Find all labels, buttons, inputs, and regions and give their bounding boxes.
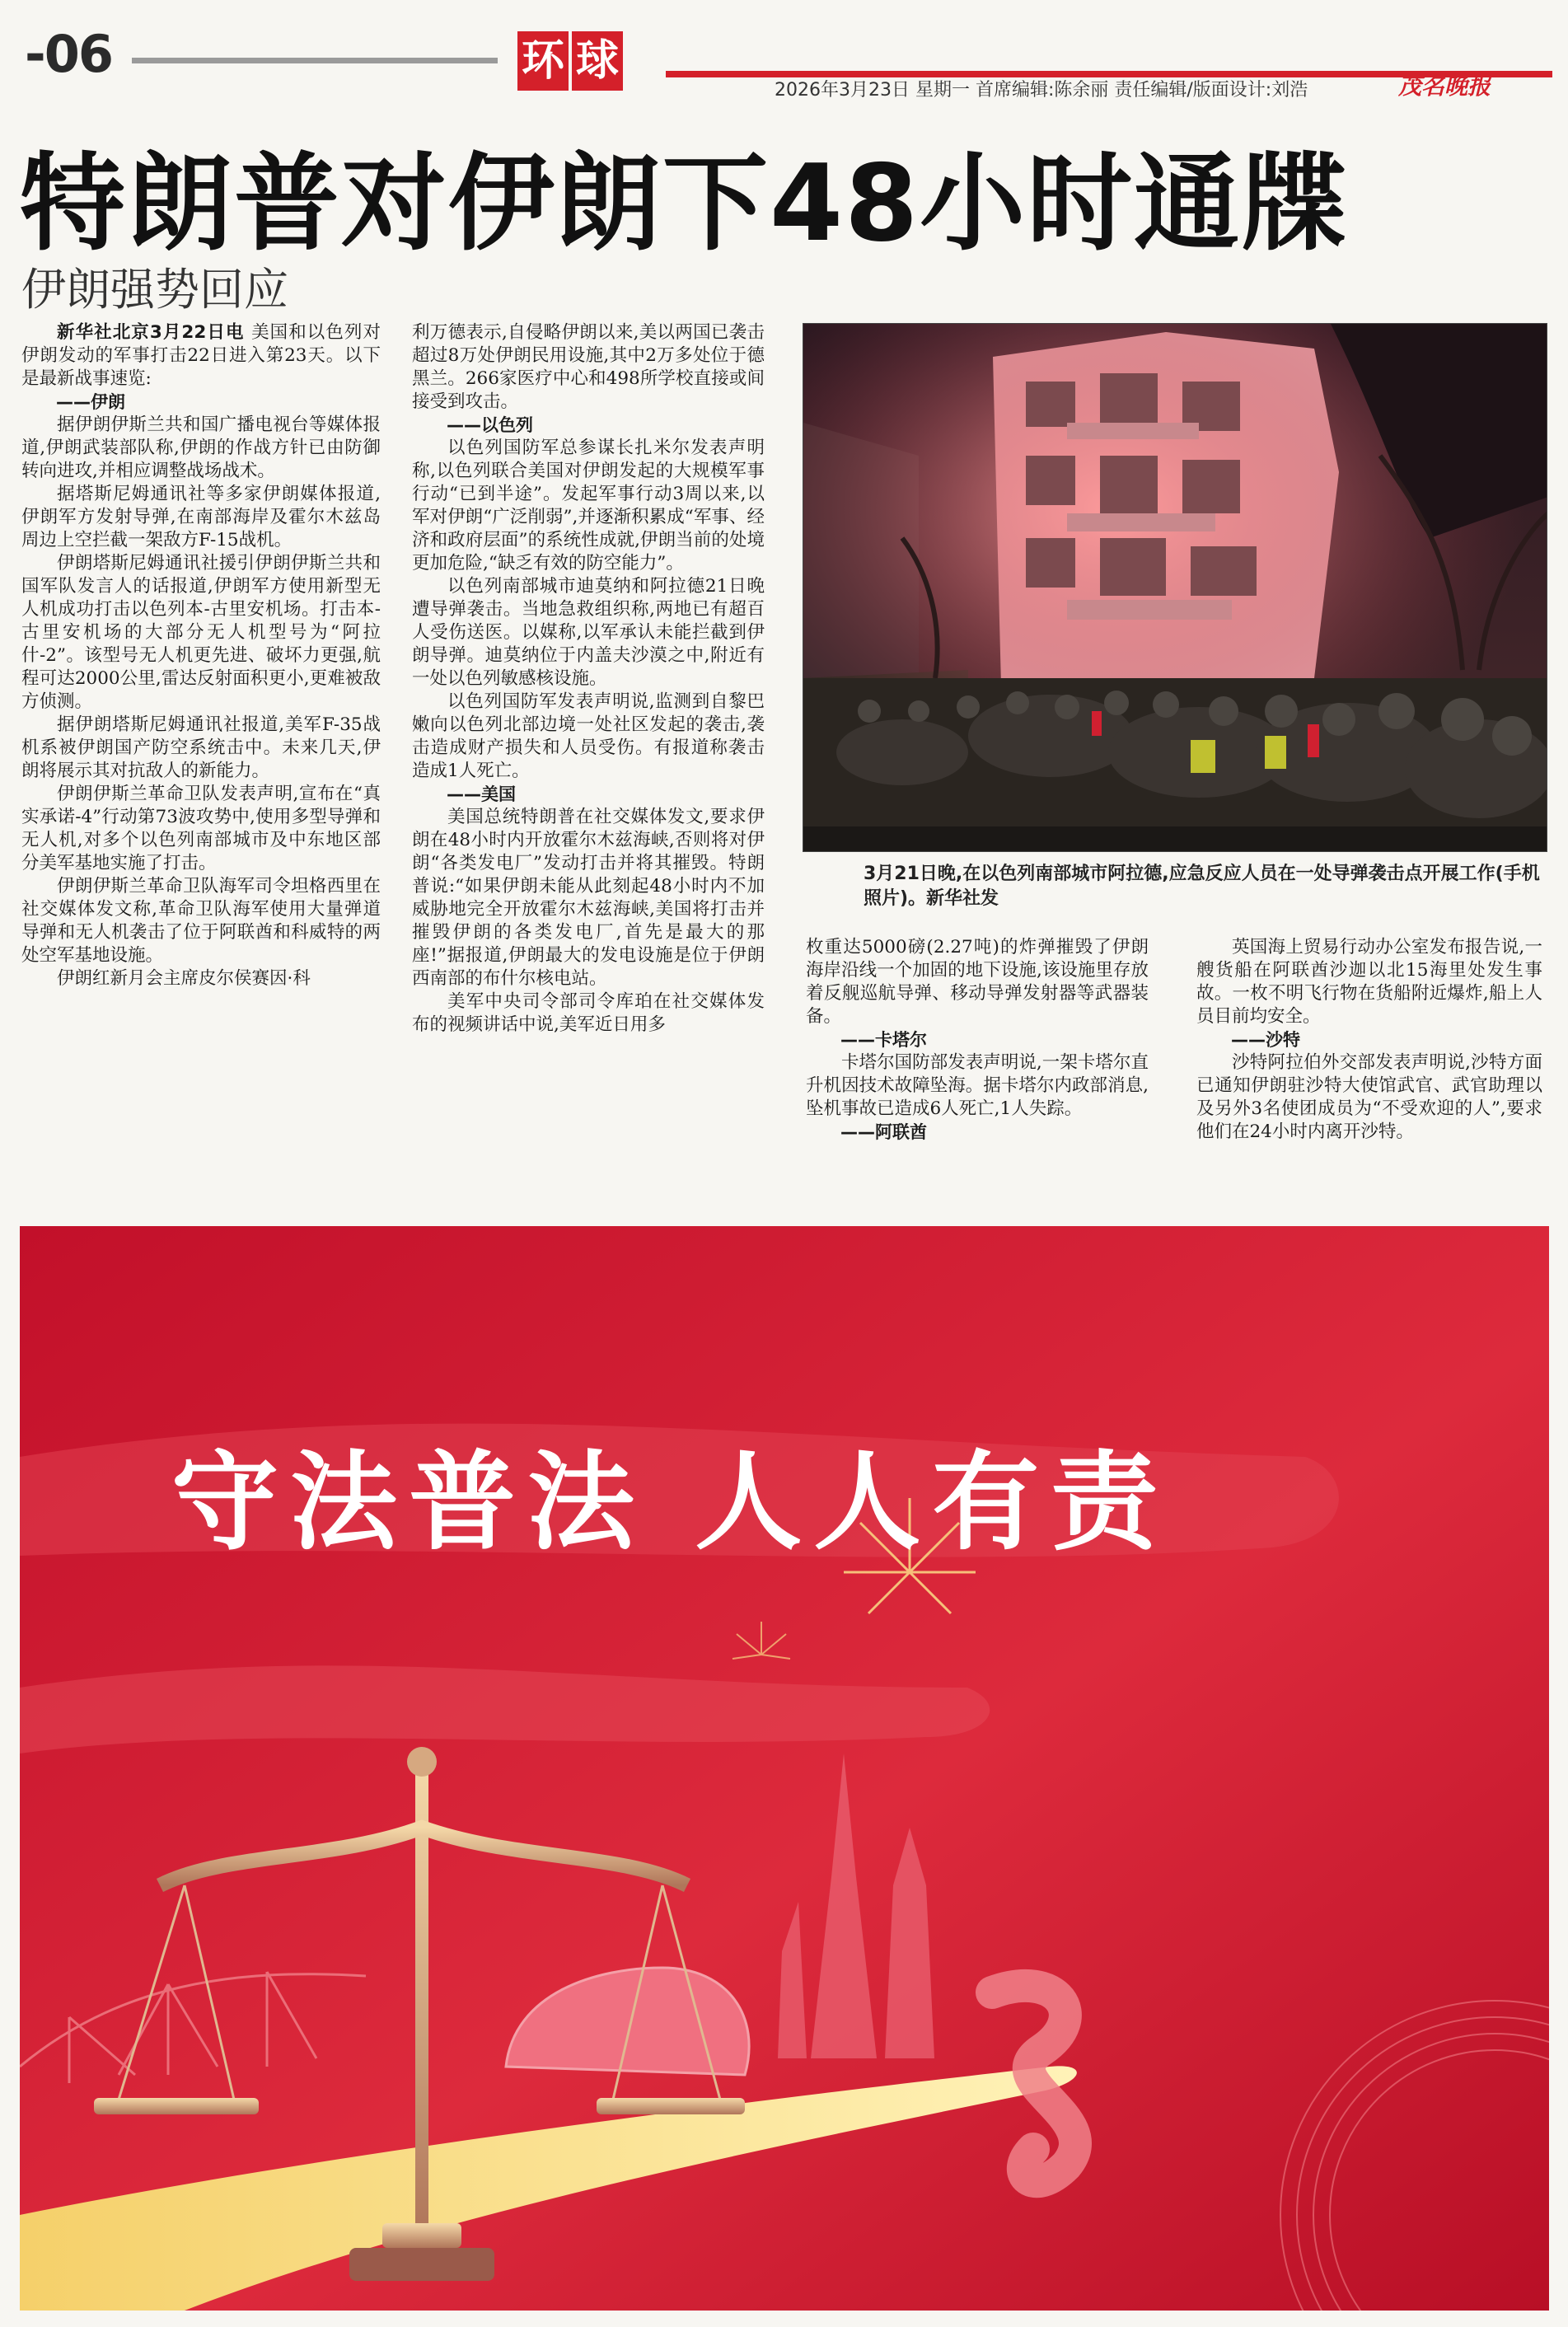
- paragraph: 卡塔尔国防部发表声明说,一架卡塔尔直升机因技术故障坠海。据卡塔尔内政部消息,坠机事故已造成6人死亡,1人失踪。: [806, 1052, 1149, 1119]
- section-subhead: ——阿联酋: [840, 1122, 927, 1142]
- page-number: -06: [25, 24, 113, 84]
- article-column-2: [412, 321, 765, 1037]
- paragraph: 英国海上贸易行动办公室发布报告说,一艘货船在阿联酋沙迦以北15海里处发生事故。一枚不明飞行物在货船附近爆炸,船上人员目前均安全。: [1196, 937, 1542, 1027]
- paragraph: 伊朗伊斯兰革命卫队海军司令坦格西里在社交媒体发文称,革命卫队海军使用大量弹道导弹和无人机袭击了位于阿联酋和科威特的两处空军基地设施。: [21, 876, 381, 966]
- section-subhead: ——美国: [447, 784, 516, 804]
- paragraph: 以色列国防军总参谋长扎米尔发表声明称,以色列联合美国对伊朗发起的大规模军事行动“已到半途”。发起军事行动3周以来,以军对伊朗“广泛削弱”,并逐渐积累成“军事、经济和政府层面”的系统性成就,伊朗当前的处境更加危险,“缺乏有效的防空能力”。: [412, 438, 765, 574]
- news-photo: [803, 323, 1547, 852]
- paragraph: 以色列南部城市迪莫纳和阿拉德21日晚遭导弹袭击。当地急救组织称,两地已有超百人受伤送医。以媒称,以军承认未能拦截到伊朗导弹。迪莫纳位于内盖夫沙漠之中,附近有一处以色列敏感核设施。: [412, 576, 765, 689]
- paragraph: 伊朗塔斯尼姆通讯社援引伊朗伊斯兰共和国军队发言人的话报道,伊朗军方使用新型无人机成功打击以色列本-古里安机场。打击本-古里安机场的大部分无人机型号为“阿拉什-2”。该型号无人机更先进、破坏力更强,航程可达2000公里,雷达反射面积更小,更难被敌方侦测。: [21, 553, 381, 712]
- public-service-ad: [20, 1226, 1549, 2311]
- section-badge: [517, 31, 626, 91]
- paragraph: 据伊朗伊斯兰共和国广播电视台等媒体报道,伊朗武装部队称,伊朗的作战方针已由防御转向进攻,并相应调整战场战术。: [21, 414, 381, 481]
- dateline: 新华社北京3月22日电: [57, 322, 252, 343]
- section-subhead: ——伊朗: [56, 392, 125, 412]
- headline: 特朗普对伊朗下48小时通牒: [20, 143, 1349, 265]
- article-column-3: [806, 936, 1149, 1144]
- section-subhead: ——以色列: [447, 415, 533, 435]
- paragraph: 据伊朗塔斯尼姆通讯社报道,美军F-35战机系被伊朗国产防空系统击中。未来几天,伊朗将展示其对抗敌人的新能力。: [21, 714, 381, 781]
- article-column-1: [21, 321, 381, 990]
- paragraph: 伊朗红新月会主席皮尔侯赛因·科: [57, 968, 311, 989]
- paragraph: 以色列国防军发表声明说,监测到自黎巴嫩向以色列北部边境一处社区发起的袭击,袭击造成财产损失和人员受伤。有报道称袭击造成1人死亡。: [412, 691, 765, 781]
- section-subhead: ——沙特: [1231, 1030, 1300, 1050]
- masthead-rule: [132, 58, 498, 63]
- ad-slogan: 守法普法 人人有责: [171, 1440, 1170, 1565]
- paragraph: 据塔斯尼姆通讯社等多家伊朗媒体报道,伊朗军方发射导弹,在南部海岸及霍尔木兹岛周边上空拦截一架敌方F-15战机。: [21, 484, 381, 550]
- issue-info: 2026年3月23日 星期一 首席编辑:陈余丽 责任编辑/版面设计:刘浩: [775, 80, 1308, 101]
- section-char-1: 环: [517, 31, 569, 91]
- photo-caption: 3月21日晚,在以色列南部城市阿拉德,应急反应人员在一处导弹袭击点开展工作(手机照片)。新华社发: [864, 864, 1540, 909]
- subheadline: 伊朗强势回应: [21, 264, 288, 316]
- paper-logo: 茂名晚报: [1397, 73, 1491, 100]
- paragraph: 枚重达5000磅(2.27吨)的炸弹摧毁了伊朗海岸沿线一个加固的地下设施,该设施里存放着反舰巡航导弹、移动导弹发射器等武器装备。: [806, 937, 1149, 1027]
- paragraph: 伊朗伊斯兰革命卫队发表声明,宣布在“真实承诺-4”行动第73波攻势中,使用多型导弹和无人机,对多个以色列南部城市及中东地区部分美军基地实施了打击。: [21, 784, 381, 873]
- paragraph: 美国总统特朗普在社交媒体发文,要求伊朗在48小时内开放霍尔木兹海峡,否则将对伊朗“各类发电厂”发动打击并将其摧毁。特朗普说:“如果伊朗未能从此刻起48小时内不加威胁地完全开放霍尔木兹海峡,美国将打击并摧毁伊朗的各类发电厂,首先是最大的那座!”据报道,伊朗最大的发电设施是位于伊朗西南部的布什尔核电站。: [412, 807, 765, 989]
- paragraph: 利万德表示,自侵略伊朗以来,美以两国已袭击超过8万处伊朗民用设施,其中2万多处位于德黑兰。266家医疗中心和498所学校直接或间接受到攻击。: [412, 322, 765, 412]
- paragraph: 美军中央司令部司令库珀在社交媒体发布的视频讲话中说,美军近日用多: [412, 991, 765, 1035]
- paragraph: [21, 321, 381, 391]
- section-subhead: ——卡塔尔: [840, 1030, 927, 1050]
- paragraph-text: 美国和以色列对伊朗发动的军事打击22日进入第23天。以下是最新战事速览:: [21, 322, 381, 389]
- article-column-4: [1196, 936, 1542, 1144]
- paragraph: 沙特阿拉伯外交部发表声明说,沙特方面已通知伊朗驻沙特大使馆武官、武官助理以及另外3名使团成员为“不受欢迎的人”,要求他们在24小时内离开沙特。: [1196, 1052, 1542, 1142]
- section-char-2: 球: [572, 31, 623, 91]
